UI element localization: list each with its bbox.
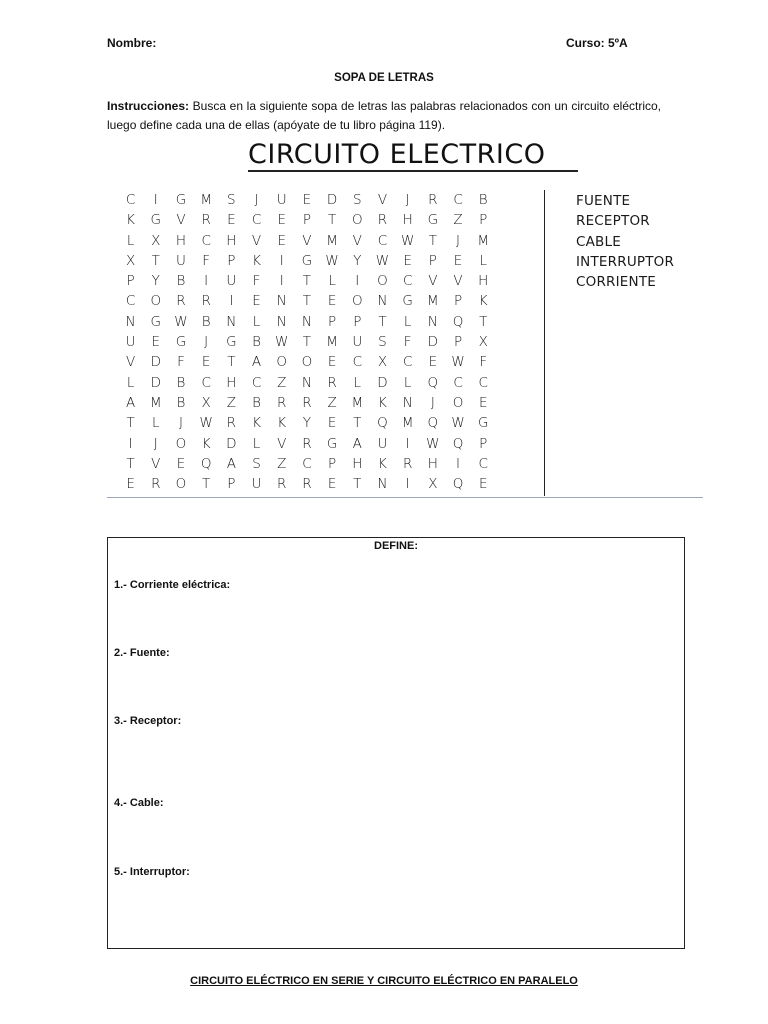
- grid-cell: D: [377, 374, 388, 391]
- grid-cell: D: [150, 374, 161, 391]
- grid-cell: T: [479, 313, 488, 330]
- grid-cell: P: [227, 476, 236, 493]
- instructions-label: Instrucciones:: [107, 99, 190, 113]
- grid-cell: M: [401, 415, 414, 432]
- grid-cell: Y: [353, 252, 362, 269]
- grid-cell: G: [150, 212, 162, 229]
- word-search-grid: [118, 190, 496, 494]
- instructions-paragraph: [107, 97, 661, 135]
- grid-cell: R: [377, 212, 388, 229]
- grid-cell: W: [375, 252, 390, 269]
- grid-cell: V: [428, 273, 438, 290]
- grid-cell: C: [251, 374, 262, 391]
- grid-row: [118, 210, 496, 230]
- grid-row: [118, 393, 496, 413]
- question-interruptor: 5.- Interruptor:: [114, 866, 190, 878]
- grid-cell: E: [227, 212, 236, 229]
- puzzle-title: CIRCUITO ELECTRICO: [248, 139, 546, 170]
- grid-cell: K: [378, 394, 387, 411]
- grid-cell: Q: [427, 374, 439, 391]
- grid-cell: X: [428, 476, 438, 493]
- grid-cell: N: [377, 293, 388, 310]
- word-list-item: CORRIENTE: [576, 274, 656, 291]
- grid-cell: L: [152, 415, 160, 432]
- grid-cell: L: [126, 374, 135, 391]
- grid-cell: E: [478, 394, 488, 411]
- grid-cell: Q: [427, 415, 439, 432]
- grid-cell: N: [301, 313, 312, 330]
- grid-cell: I: [355, 273, 360, 290]
- grid-cell: C: [478, 455, 488, 472]
- grid-cell: R: [226, 415, 237, 432]
- grid-cell: E: [176, 455, 186, 472]
- grid-cell: N: [402, 394, 413, 411]
- document-title: SOPA DE LETRAS: [334, 72, 434, 84]
- grid-cell: R: [302, 435, 312, 452]
- grid-cell: I: [405, 476, 410, 493]
- grid-cell: B: [176, 394, 186, 411]
- grid-cell: R: [302, 476, 312, 493]
- define-heading: DEFINE:: [374, 540, 418, 552]
- grid-cell: O: [276, 354, 288, 371]
- grid-cell: W: [451, 354, 465, 371]
- grid-cell: S: [227, 192, 236, 208]
- grid-cell: V: [377, 192, 388, 208]
- grid-cell: Y: [302, 415, 312, 432]
- grid-cell: C: [125, 192, 136, 208]
- grid-cell: M: [326, 334, 338, 351]
- curso-label: Curso: 5ºA: [566, 36, 628, 50]
- grid-cell: O: [377, 273, 388, 290]
- grid-cell: T: [353, 415, 362, 432]
- grid-cell: P: [328, 313, 337, 330]
- grid-cell: N: [125, 313, 136, 330]
- grid-cell: T: [227, 354, 236, 371]
- grid-cell: K: [378, 455, 387, 472]
- grid-cell: S: [352, 192, 362, 208]
- grid-cell: R: [277, 394, 287, 411]
- grid-row: [118, 190, 496, 210]
- grid-cell: Q: [377, 415, 388, 432]
- grid-cell: V: [302, 232, 312, 249]
- grid-cell: V: [352, 232, 362, 249]
- grid-cell: F: [479, 354, 488, 371]
- grid-cell: Q: [452, 435, 464, 452]
- grid-cell: T: [302, 334, 312, 351]
- grid-cell: L: [479, 252, 487, 269]
- grid-cell: I: [279, 252, 284, 269]
- grid-cell: B: [201, 313, 211, 330]
- grid-cell: K: [252, 415, 261, 432]
- grid-cell: C: [352, 354, 362, 371]
- grid-cell: G: [301, 252, 313, 269]
- grid-cell: T: [353, 476, 362, 493]
- grid-cell: V: [151, 455, 161, 472]
- grid-divider: [544, 190, 545, 496]
- grid-cell: E: [327, 354, 337, 371]
- grid-cell: R: [327, 374, 337, 391]
- grid-cell: O: [150, 293, 162, 310]
- grid-cell: J: [254, 192, 259, 208]
- nombre-label: Nombre:: [107, 36, 157, 50]
- question-receptor: 3.- Receptor:: [114, 715, 182, 727]
- define-box: [107, 537, 685, 949]
- grid-cell: Y: [151, 273, 160, 290]
- grid-row: [118, 291, 496, 311]
- grid-cell: U: [352, 334, 363, 351]
- grid-row: [118, 231, 496, 251]
- grid-cell: M: [200, 192, 212, 208]
- grid-cell: F: [252, 273, 261, 290]
- grid-cell: G: [477, 415, 489, 432]
- grid-cell: E: [327, 415, 337, 432]
- grid-cell: P: [428, 252, 437, 269]
- grid-cell: R: [302, 394, 312, 411]
- grid-cell: V: [277, 435, 287, 452]
- grid-cell: A: [125, 394, 136, 411]
- grid-cell: E: [277, 212, 286, 229]
- grid-cell: L: [252, 435, 261, 452]
- grid-row: [118, 352, 496, 372]
- grid-cell: X: [377, 354, 388, 371]
- grid-bottom-rule: [107, 497, 703, 498]
- grid-cell: H: [402, 212, 413, 229]
- grid-cell: Z: [277, 455, 287, 472]
- grid-cell: U: [377, 435, 388, 452]
- grid-cell: T: [302, 293, 312, 310]
- grid-cell: K: [478, 293, 488, 310]
- grid-cell: E: [126, 476, 135, 493]
- grid-cell: V: [176, 212, 186, 229]
- grid-row: [118, 312, 496, 332]
- footer-title: CIRCUITO ELÉCTRICO EN SERIE Y CIRCUITO ELÉCTRICO EN PARALELO: [190, 975, 578, 987]
- grid-cell: X: [125, 252, 136, 269]
- grid-row: [118, 332, 496, 352]
- grid-cell: J: [178, 415, 183, 432]
- question-cable: 4.- Cable:: [114, 797, 164, 809]
- grid-cell: I: [405, 435, 410, 452]
- grid-cell: C: [402, 273, 413, 290]
- grid-cell: U: [276, 192, 287, 208]
- grid-cell: H: [352, 455, 363, 472]
- word-list-item: RECEPTOR: [576, 213, 650, 230]
- grid-cell: E: [302, 192, 312, 208]
- grid-cell: K: [277, 415, 287, 432]
- grid-cell: X: [201, 394, 211, 411]
- grid-cell: W: [325, 252, 339, 269]
- grid-cell: B: [478, 192, 488, 208]
- grid-cell: R: [151, 476, 161, 493]
- grid-cell: O: [351, 293, 363, 310]
- grid-cell: P: [328, 455, 337, 472]
- grid-cell: N: [427, 313, 438, 330]
- grid-cell: C: [377, 232, 388, 249]
- grid-cell: T: [302, 273, 312, 290]
- grid-cell: I: [229, 293, 234, 310]
- grid-cell: R: [428, 192, 438, 208]
- grid-cell: G: [175, 334, 187, 351]
- grid-cell: Q: [452, 313, 464, 330]
- grid-cell: I: [456, 455, 461, 472]
- grid-cell: J: [456, 232, 461, 249]
- grid-cell: R: [277, 476, 287, 493]
- grid-cell: E: [252, 293, 261, 310]
- grid-cell: M: [149, 394, 162, 411]
- grid-cell: G: [150, 313, 162, 330]
- grid-cell: K: [126, 212, 136, 229]
- grid-cell: W: [451, 415, 465, 432]
- grid-row: [118, 454, 496, 474]
- grid-cell: S: [252, 455, 261, 472]
- grid-cell: E: [327, 476, 337, 493]
- grid-cell: K: [201, 435, 211, 452]
- grid-cell: P: [353, 313, 362, 330]
- grid-cell: T: [151, 252, 160, 269]
- grid-cell: R: [201, 293, 211, 310]
- grid-cell: P: [479, 435, 488, 452]
- grid-cell: T: [327, 212, 337, 229]
- grid-cell: E: [428, 354, 438, 371]
- question-corriente: 1.- Corriente eléctrica:: [114, 579, 231, 591]
- grid-cell: J: [204, 334, 209, 351]
- grid-cell: P: [302, 212, 311, 229]
- grid-row: [118, 251, 496, 271]
- grid-cell: C: [201, 232, 211, 249]
- grid-cell: C: [453, 374, 463, 391]
- grid-row: [118, 271, 496, 291]
- grid-cell: E: [151, 334, 161, 351]
- grid-cell: W: [199, 415, 213, 432]
- grid-cell: C: [453, 192, 463, 208]
- grid-cell: E: [453, 252, 463, 269]
- grid-cell: Q: [200, 455, 212, 472]
- grid-cell: L: [126, 232, 135, 249]
- grid-cell: G: [326, 435, 338, 452]
- grid-cell: P: [453, 334, 463, 351]
- grid-row: [118, 373, 496, 393]
- grid-cell: V: [453, 273, 463, 290]
- grid-cell: C: [302, 455, 312, 472]
- grid-cell: H: [226, 374, 237, 391]
- grid-cell: W: [275, 334, 289, 351]
- grid-cell: N: [377, 476, 388, 493]
- grid-cell: U: [125, 334, 136, 351]
- grid-cell: A: [251, 354, 262, 371]
- grid-cell: X: [151, 232, 161, 249]
- grid-cell: A: [226, 455, 236, 472]
- grid-cell: H: [226, 232, 237, 249]
- grid-cell: N: [301, 374, 312, 391]
- grid-cell: V: [251, 232, 262, 249]
- grid-cell: D: [427, 334, 439, 351]
- grid-cell: K: [252, 252, 261, 269]
- grid-cell: O: [351, 212, 363, 229]
- grid-cell: G: [175, 192, 187, 208]
- grid-cell: M: [477, 232, 490, 249]
- grid-cell: I: [128, 435, 133, 452]
- grid-cell: T: [126, 415, 135, 432]
- grid-cell: I: [204, 273, 209, 290]
- grid-cell: U: [251, 476, 262, 493]
- grid-cell: E: [478, 476, 488, 493]
- grid-cell: T: [126, 455, 135, 472]
- grid-cell: A: [352, 435, 362, 452]
- grid-cell: E: [277, 232, 286, 249]
- grid-cell: W: [426, 435, 440, 452]
- grid-cell: T: [202, 476, 211, 493]
- grid-cell: P: [126, 273, 135, 290]
- grid-cell: D: [326, 192, 338, 208]
- grid-row: [118, 474, 496, 494]
- grid-cell: B: [252, 394, 261, 411]
- grid-cell: Z: [226, 394, 236, 411]
- grid-cell: P: [227, 252, 236, 269]
- word-list-item: CABLE: [576, 233, 621, 250]
- grid-cell: S: [378, 334, 387, 351]
- grid-cell: L: [353, 374, 362, 391]
- grid-cell: Q: [452, 476, 464, 493]
- grid-cell: L: [328, 273, 336, 290]
- word-list-item: FUENTE: [576, 193, 631, 209]
- grid-cell: C: [201, 374, 211, 391]
- grid-cell: J: [153, 435, 158, 452]
- grid-cell: F: [403, 334, 412, 351]
- grid-cell: G: [427, 212, 439, 229]
- grid-cell: T: [378, 313, 387, 330]
- grid-cell: M: [427, 293, 439, 310]
- grid-cell: E: [327, 293, 337, 310]
- puzzle-title-underline: [248, 170, 578, 172]
- grid-cell: G: [226, 334, 237, 351]
- grid-cell: X: [478, 334, 488, 351]
- grid-cell: U: [176, 252, 186, 269]
- grid-cell: W: [400, 232, 415, 249]
- grid-row: [118, 434, 496, 454]
- grid-cell: E: [201, 354, 211, 371]
- grid-cell: J: [405, 192, 410, 208]
- grid-cell: F: [202, 252, 211, 269]
- grid-cell: Z: [327, 394, 337, 411]
- grid-cell: O: [452, 394, 464, 411]
- grid-cell: N: [276, 313, 287, 330]
- grid-cell: L: [403, 313, 412, 330]
- grid-cell: L: [403, 374, 412, 391]
- grid-cell: T: [428, 232, 437, 249]
- grid-cell: H: [478, 273, 489, 290]
- grid-cell: H: [427, 455, 438, 472]
- grid-cell: F: [177, 354, 185, 371]
- grid-cell: C: [478, 374, 488, 391]
- word-list-item: INTERRUPTOR: [576, 253, 675, 270]
- grid-cell: Z: [277, 374, 287, 391]
- grid-cell: O: [175, 476, 187, 493]
- grid-cell: H: [175, 232, 187, 249]
- grid-cell: E: [403, 252, 412, 269]
- grid-cell: R: [176, 293, 186, 310]
- grid-cell: J: [430, 394, 435, 411]
- grid-cell: U: [226, 273, 237, 290]
- grid-cell: L: [252, 313, 261, 330]
- grid-cell: D: [150, 354, 161, 371]
- grid-cell: V: [125, 354, 136, 371]
- grid-cell: B: [176, 273, 186, 290]
- grid-cell: G: [402, 293, 413, 310]
- grid-cell: W: [174, 313, 188, 330]
- grid-cell: C: [251, 212, 262, 229]
- grid-cell: Z: [453, 212, 463, 229]
- grid-cell: M: [351, 394, 364, 411]
- grid-cell: P: [453, 293, 463, 310]
- word-list: [576, 191, 674, 292]
- grid-cell: C: [125, 293, 136, 310]
- grid-cell: B: [176, 374, 186, 391]
- grid-cell: N: [276, 293, 287, 310]
- grid-cell: R: [402, 455, 413, 472]
- grid-cell: I: [153, 192, 158, 208]
- grid-cell: O: [301, 354, 313, 371]
- grid-cell: R: [201, 212, 211, 229]
- grid-cell: B: [252, 334, 261, 351]
- grid-cell: C: [402, 354, 413, 371]
- question-fuente: 2.- Fuente:: [114, 647, 170, 659]
- grid-cell: M: [326, 232, 338, 249]
- grid-cell: P: [479, 212, 488, 229]
- grid-cell: D: [226, 435, 237, 452]
- instructions-text: Busca en la siguiente sopa de letras las palabras relacionados con un circuito eléctrico, luego define cada una de ellas (apóyate de tu libro página 119).: [107, 99, 661, 132]
- grid-cell: N: [226, 313, 237, 330]
- grid-row: [118, 413, 496, 433]
- grid-cell: O: [175, 435, 187, 452]
- grid-cell: I: [279, 273, 284, 290]
